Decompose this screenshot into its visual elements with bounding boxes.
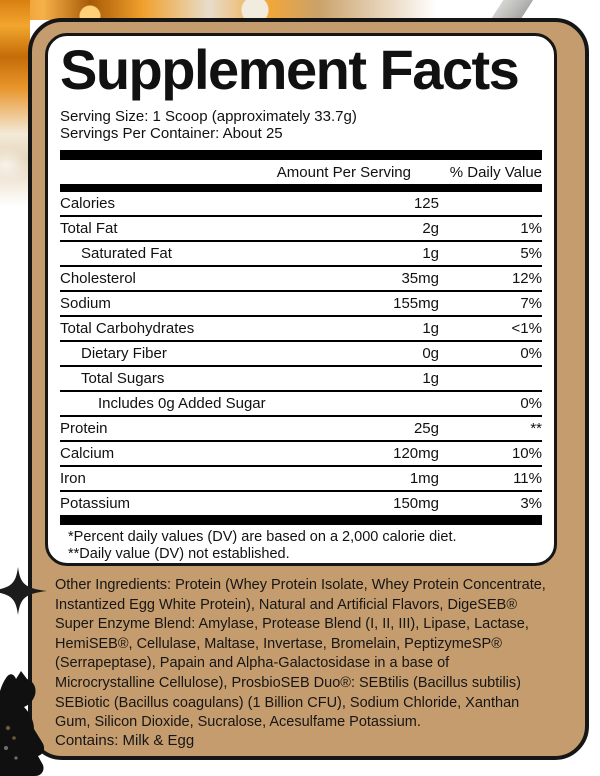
cat-silhouette — [0, 668, 86, 776]
nutrient-amount: 35mg — [401, 270, 439, 287]
nutrient-daily-value: 12% — [511, 270, 542, 287]
nutrient-amount: 1g — [422, 320, 439, 337]
nutrient-row — [60, 192, 542, 217]
nutrient-rows — [60, 192, 542, 515]
divider-bar — [60, 184, 542, 192]
nutrient-name: Protein — [60, 420, 108, 437]
nutrient-daily-value: 5% — [520, 245, 542, 262]
nutrient-name: Total Carbohydrates — [60, 320, 195, 337]
contains-text: Contains: Milk & Egg — [55, 732, 195, 749]
iced-drink-photo — [0, 0, 475, 20]
nutrient-daily-value: <1% — [511, 320, 542, 337]
nutrient-name: Total Fat — [60, 220, 118, 237]
nutrient-amount: 1mg — [409, 470, 439, 487]
divider-bar — [60, 515, 542, 525]
nutrient-row — [60, 267, 542, 292]
nutrient-amount: 150mg — [393, 495, 439, 512]
nutrient-daily-value: 0% — [520, 345, 542, 362]
nutrient-name: Saturated Fat — [81, 245, 172, 262]
nutrient-row — [60, 367, 542, 392]
footnotes — [60, 529, 542, 562]
nutrient-amount: 2g — [422, 220, 439, 237]
nutrient-amount: 25g — [413, 420, 439, 437]
nutrient-name: Calcium — [60, 445, 115, 462]
nutrient-daily-value: ** — [530, 420, 542, 437]
supplement-label — [28, 18, 589, 760]
sparkle-icon — [0, 567, 47, 615]
nutrient-row — [60, 492, 542, 515]
column-header-daily-value: % Daily Value — [449, 163, 542, 181]
nutrient-name: Calories — [60, 195, 116, 212]
nutrient-amount: 120mg — [393, 445, 439, 462]
nutrient-name: Dietary Fiber — [81, 345, 167, 362]
nutrient-name: Includes 0g Added Sugar — [98, 395, 266, 412]
nutrient-daily-value: 3% — [520, 495, 542, 512]
nutrient-row — [60, 417, 542, 442]
nutrient-row — [60, 342, 542, 367]
nutrient-amount: 155mg — [393, 295, 439, 312]
nutrient-amount: 1g — [422, 245, 439, 262]
panel-title: Supplement Facts — [60, 38, 519, 101]
nutrient-daily-value: 11% — [513, 470, 542, 487]
nutrient-name: Sodium — [60, 295, 111, 312]
nutrient-daily-value: 7% — [520, 295, 542, 312]
nutrient-daily-value: 1% — [520, 220, 542, 237]
nutrient-row — [60, 467, 542, 492]
table-header-row — [60, 160, 542, 184]
servings-per-container-text: Servings Per Container: About 25 — [60, 125, 283, 142]
nutrient-name: Iron — [60, 470, 86, 487]
nutrient-row — [60, 392, 542, 417]
footnote-calorie-diet: *Percent daily values (DV) are based on a 2,000 calorie diet. — [68, 529, 457, 545]
nutrient-name: Total Sugars — [81, 370, 165, 387]
nutrient-amount: 125 — [413, 195, 439, 212]
nutrient-amount: 1g — [422, 370, 439, 387]
column-header-amount: Amount Per Serving — [276, 163, 411, 181]
serving-size-text: Serving Size: 1 Scoop (approximately 33.7g) — [60, 108, 357, 125]
other-ingredients-text: Other Ingredients: Protein (Whey Protein Isolate, Whey Protein Concentrate, Instantized Egg White Protein), Natural and Artificial Flavors, DigeSEB® Super Enzyme Blend: Amylase, Protease Blend (I, II, III), Lipase, Lactase, HemiSEB®, Cellulase, Maltase, Invertase, Bromelain, PeptizymeSP® (Serrapeptase), Papain and Alpha-Galactosidase in a base of Microcrystalline Cellulose), ProsbioSEB Duo®: SEBtilis (Bacillus subtilis) SEBiotic (Bacillus coagulans) (1 Billion CFU), Sodium Chloride, Xanthan Gum, Silicon Dioxide, Sucralose, Acesulfame Potassium. — [55, 577, 546, 731]
divider-bar — [60, 150, 542, 160]
nutrient-row — [60, 317, 542, 342]
nutrient-row — [60, 292, 542, 317]
nutrient-amount: 0g — [422, 345, 439, 362]
nutrient-daily-value: 10% — [511, 445, 542, 462]
nutrient-row — [60, 442, 542, 467]
nutrient-name: Cholesterol — [60, 270, 136, 287]
nutrient-row — [60, 242, 542, 267]
iced-drink-photo — [0, 0, 30, 258]
nutrient-daily-value: 0% — [520, 395, 542, 412]
nutrient-row — [60, 217, 542, 242]
supplement-facts-panel — [45, 33, 557, 566]
footnote-dv-not-established: **Daily value (DV) not established. — [68, 545, 290, 562]
nutrient-name: Potassium — [60, 495, 131, 512]
